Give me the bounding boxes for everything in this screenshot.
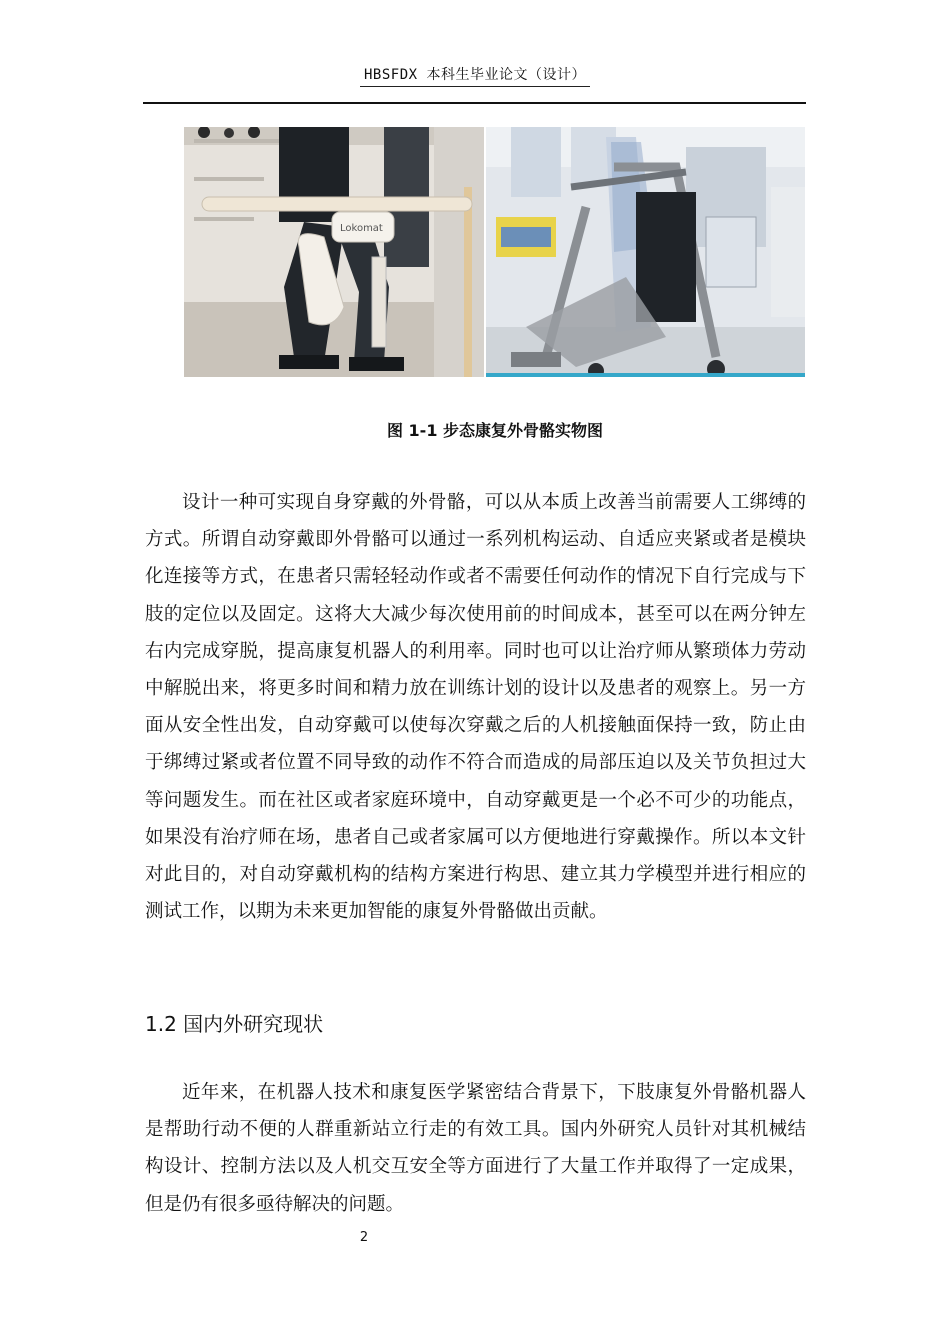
figure-caption: 图 1-1 步态康复外骨骼实物图 bbox=[386, 421, 604, 440]
lokomat-logo-text: Lokomat bbox=[340, 223, 383, 234]
gait-trainer-illustration bbox=[486, 127, 805, 377]
header-rule bbox=[143, 102, 806, 104]
body-paragraph-1: 设计一种可实现自身穿戴的外骨骼，可以从本质上改善当前需要人工绑缚的方式。所谓自动穿戴即外骨骼可以通过一系列机构运动、自适应夹紧或者是模块化连接等方式，在患者只需轻轻动作或者不需要任何动作的情况下自行完成与下肢的定位以及固定。这将大大减少每次使用前的时间成本，甚至可以在两分钟左右内完成穿脱，提高康复机器人的利用率。同时也可以让治疗师从繁琐体力劳动中解脱出来，将更多时间和精力放在训练计划的设计以及患者的观察上。另一方面从安全性出发，自动穿戴可以使每次穿戴之后的人机接触面保持一致，防止由于绑缚过紧或者位置不同导致的动作不符合而造成的局部压迫以及关节负担过大等问题发生。而在社区或者家庭环境中，自动穿戴更是一个必不可少的功能点，如果没有治疗师在场，患者自己或者家属可以方便地进行穿戴操作。所以本文针对此目的，对自动穿戴机构的结构方案进行构思、建立其力学模型并进行相应的测试工作，以期为未来更加智能的康复外骨骼做出贡献。 bbox=[145, 492, 806, 923]
header-underline bbox=[360, 86, 590, 87]
figure-exoskeleton-photos bbox=[184, 127, 805, 377]
page-number: 2 bbox=[359, 1230, 369, 1245]
running-header: HBSFDX 本科生毕业论文（设计） bbox=[363, 67, 586, 83]
body-paragraph-2: 近年来，在机器人技术和康复医学紧密结合背景下，下肢康复外骨骼机器人是帮助行动不便的人群重新站立行走的有效工具。国内外研究人员针对其机械结构设计、控制方法以及人机交互安全等方面进行了大量工作并取得了一定成果，但是仍有很多亟待解决的问题。 bbox=[145, 1082, 806, 1215]
section-heading: 1.2 国内外研究现状 bbox=[145, 1012, 324, 1036]
photo-lokomat bbox=[184, 127, 484, 377]
photo-gait-trainer bbox=[486, 127, 805, 377]
lokomat-illustration bbox=[184, 127, 484, 377]
